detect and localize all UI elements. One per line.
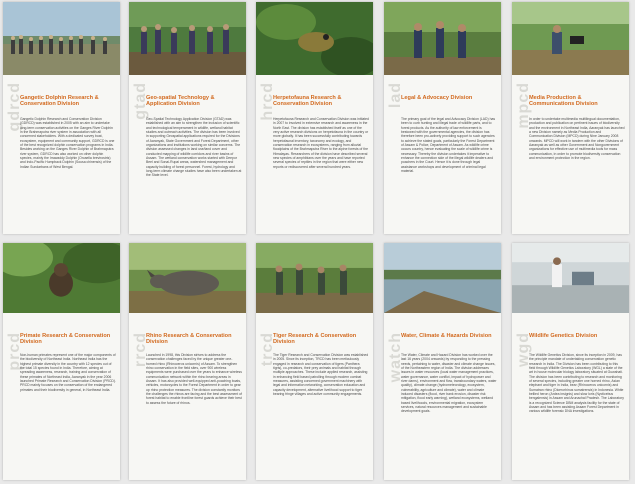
photo-frog xyxy=(256,2,373,75)
card-hrcd xyxy=(256,2,373,234)
photo-dolphin-team xyxy=(3,2,120,75)
photo-primate xyxy=(3,243,120,313)
watermark-abbr: rrcd xyxy=(132,332,149,368)
division-title: Herpetofauna Research & Conservation Division xyxy=(273,95,342,108)
photo-lab xyxy=(512,243,629,313)
watermark-abbr: gtad xyxy=(132,82,149,120)
division-title: Primate Research & Conservation Division xyxy=(20,333,111,346)
watermark-abbr: wgd xyxy=(515,332,532,367)
division-title: Wildlife Genetics Division xyxy=(529,333,598,339)
division-description: Geo-Spatial Technology Application Division (GTAD) was established with an aim to strengthen the inclusion of scientific and technological temperament in wildlife, wetland habitat studies and outreach activities. The division has been involved in supporting Geospatial applications required for the Divisions of Aaranyak, State Government and Forest Department, other organizations and institutions working on similar concerns. The division assessed changes in land use/land cover and conducted mapping of wildlife corridors and river basins of Assam. The wetland conservation works started with Deepor Beel and Sonai-Rupai areas, watershed management and capacity building of forest personnel. Forest, hydrology and long-term climate change studies have also been undertaken at the State level. xyxy=(146,117,242,178)
division-description: The primary goal of the legal and Advocacy Division (LAD) has been to curb hunting and illegal trade of wildlife parts, and to forest products. As the authority of law enforcement is bestowed with the governmental agencies, the division has therefore been pro-actively providing support to such agencies to achieve the stated goals, particularly the Forest Department of Assam & Police, Department of Assam. As wildlife crime occurs country, hence evaluating the scale of wildlife crime is necessary. Thereby the division undertakes it imperative to enhance the connection side of the illegal wildlife dealers and poachers in the Court. Hence it is done through legal assistance workshops and development of criminal legal material. xyxy=(401,117,496,174)
photo-field-officers xyxy=(384,2,501,75)
division-description: The Tiger Research and Conservation Division was established in 2005. Since its inception, TRCD has been meticulously engaged in research and conservation of tigers (Panthera tigris), co-predators, their prey animals and habitat through multiple approaches. These include applied research, assisting in enhancing field based patrolling through modern combat measures, assisting concerned government machinery with legal and information networking, conservation education and capacity development, alternative livelihood support to tiger bearing fringe villages and active community engagements. xyxy=(273,353,369,397)
division-description: The Wildlife Genetics Division, since its inception in 2009, has the principle mandate of undertaking conservation genetic research in India. The Division has been contributing to this field through Wildlife Genetics Laboratory (WGL) a state of the art in house molecular biology laboratory situated at Guwahati. The division has been contributing to research and monitoring of several species, including greater one horned rhino, Asian elephant and tiger in India, bear (Rhinoceros unicornis) and Sumatran rhino (Dicerorhinus sumatrensis) in Indonesia. White bellied heron (Ardea insignis) and slow loris (Nycticebus bengalensis) in Assam and Arunachal Pradesh. The Laboratory is a recognized Science DBM analysis facility for the state of Assam and has been assisting Assam Forest Department in various wildlife forensic DNA investigations. xyxy=(529,353,624,414)
division-title: Geo-spatial Technology & Application Division xyxy=(146,95,215,108)
card-wgd xyxy=(512,243,629,480)
card-lad xyxy=(384,2,501,234)
division-title: Gangetic Dolphin Research & Conservation Division xyxy=(20,95,99,108)
division-description: The Water, Climate and Hazard Division has worked over the last 16 years (2004 onwards) by responding to the pressing needs, pertaining to water, disaster and climate change issues, of the Northeastern region of India. The division addresses issues in water resources (local water management practices, water governance, water conflict, impact of hydropower and river dams), environment and flow, transboundary waters, water quality), climate change (hydrometeorology, ecosystem, vulnerability, agriculture and climate), water and climate induced disasters (flood, river bank erosion, disaster risk mitigation, flood early warning), wetland ecosystems, wetland based livelihoods, environmental migration, ecosystem services, natural resources management and sustainable development goals. xyxy=(401,353,497,414)
division-description: In order to undertake multimedia multilingual documentation, production and publication on pertinent issues of biodiversity and the environment in Northeast India, Aaranyak has launched a new Division namely as Media Production and Communication Division (MPCD) during Nine January 2008 onwards. MPCD will work in tandem with the other Divisions of Aaranyak as well as other Government and Nongovernment organizations for effective use of multimedia tools for mass communication, in order to promote biodiversity conservation and environment protection in the region. xyxy=(529,117,625,161)
card-mpcd xyxy=(512,2,629,234)
division-title: Media Production & Communications Division xyxy=(529,95,598,108)
division-description: Non-human primates represent one of the major components of the biodiversity of Northeast India. Northeast India has the highest primate diversity in the country with 12 species out of the total 15 species found in India. Therefore, aiming at spreading awareness, research, training and conservation of these primates of Northeast India, Aaranyak in the year 2006 launched Primate Research and Conservation Division (PRCD). PRCD mainly focuses on the conservation of the endangered primates and their biodiversity in general, in Northeast India. xyxy=(20,353,116,392)
watermark-abbr: gdrcd xyxy=(6,82,23,132)
card-watch xyxy=(384,243,501,480)
card-gdrcd xyxy=(3,2,120,234)
division-description: Launched in 1998, this Division strives to address the conservation challenges faced by the unique greater one-horned rhino (Rhinoceros unicornis) of Assam. To strengthen rhino conservation in the field sites, over 900 wireless equipments were purchased over the years to enhance wireless communication network within the rhino bearing areas in Assam. It has also provided well-equipped anti-poaching boats, vehicles, motorcycles to the Forest Department in order to gear up rhino protection measures. The division constantly monitors the challenges the rhinos are facing and the best assessment of forest habitat to enable frontline forest guards achieve their best to assess the future of rhinos. xyxy=(146,353,242,405)
photo-geo-team xyxy=(129,2,246,75)
division-title: Legal & Advocacy Division xyxy=(401,95,473,101)
photo-media-shoot xyxy=(512,2,629,75)
photo-rhino xyxy=(129,243,246,313)
division-title: Tiger Research & Conservation Division xyxy=(273,333,357,346)
card-gtad xyxy=(129,2,246,234)
card-trcd xyxy=(256,243,373,480)
division-title: Rhino Research & Conservation Division xyxy=(146,333,232,346)
watermark-abbr: lad xyxy=(387,82,404,109)
photo-river xyxy=(384,243,501,313)
photo-tiger-team xyxy=(256,243,373,313)
division-description: Herpetofauna Research and Conservation Division was initiated in 2007 to involved in extensive research and awareness in the North East. The division has established itself as one of the very active research divisions on herpetofauna in the country or more globally. It has been successfully contributing towards herpetofaunal inventory, taxonomy and ecology, and conservation research in ecosystems, ranging from alluvial floodplains of the Brahmaputra River to the alpine forests of the Himalayas. Researchers of the division have described several new species of amphibians over the years and have reported several species of reptiles in the region that were either new reports or rediscovered after several hundred years. xyxy=(273,117,369,169)
watermark-abbr: trcd xyxy=(259,332,276,367)
card-prcd xyxy=(3,243,120,480)
watermark-abbr: prcd xyxy=(6,332,23,371)
division-title: Water, Climate & Hazards Division xyxy=(401,333,492,339)
watermark-abbr: hrcd xyxy=(259,82,276,121)
division-description: Gangetic Dolphin Research and Conservation Division (GDRCD) was established in 2005 with an aim to undertake long-term conservation activities on the Ganges River Dolphin in the Brahmaputra river system in association with all concerned stakeholders. With a dedicated survey boat, ecosystem, equipment and community support, GDRCD is one of the best recognized dolphin conservation programs in India. Besides working on the Ganges River Dolphin of Brahmaputra river system, GDRCD has also worked on other dolphin species, mainly the Irrawaddy Dolphin (Orcaella brevirostris) and Indo-Pacific Humpback Dolphin (Sousa chinensis) of the Indian Sundarbans of West Bengal. xyxy=(20,117,115,169)
watermark-abbr: mpcd xyxy=(515,82,532,129)
card-rrcd xyxy=(129,243,246,480)
watermark-abbr: watch xyxy=(387,332,404,383)
